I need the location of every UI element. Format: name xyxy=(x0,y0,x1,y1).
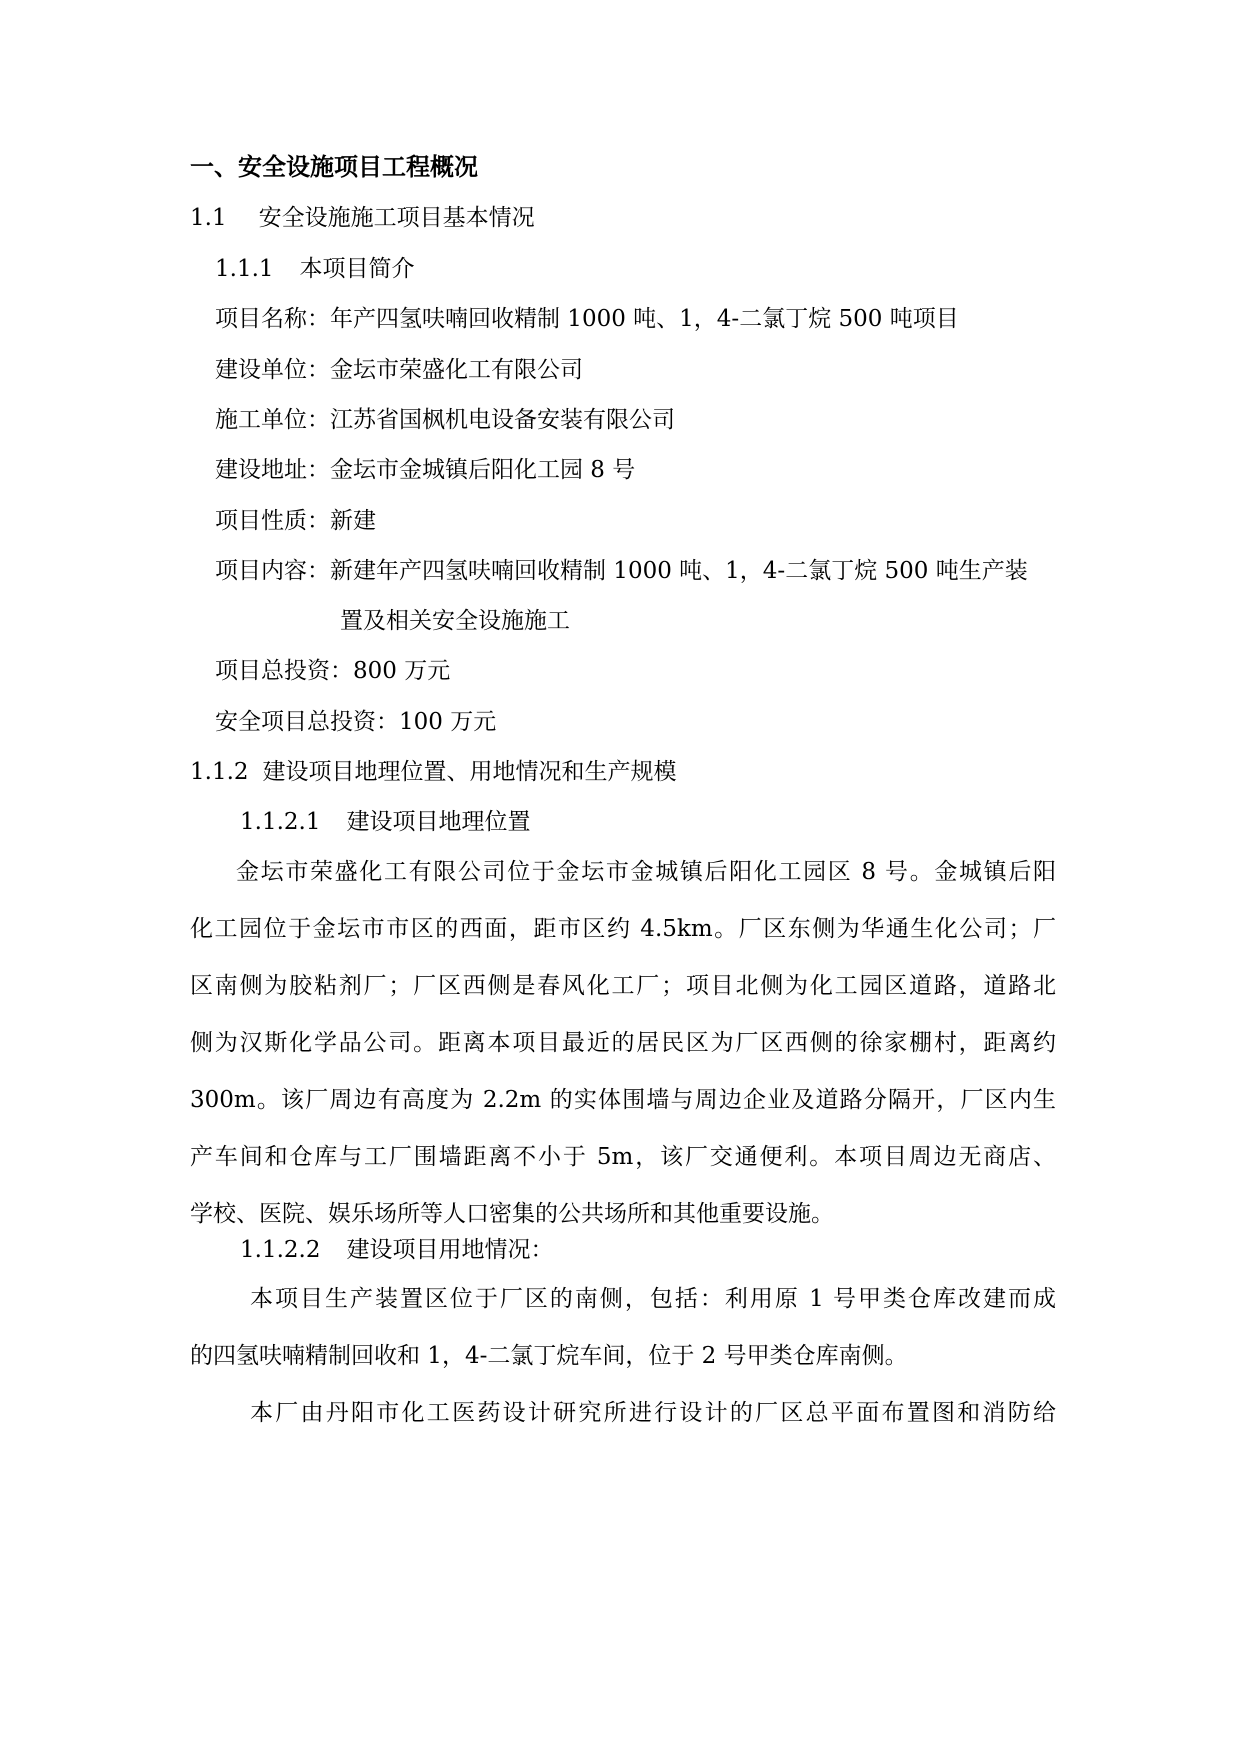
heading-1-1-2-2 xyxy=(240,1235,553,1265)
field-label: 建设地址： xyxy=(215,457,330,483)
field-project-name xyxy=(215,304,959,334)
field-value: 新建年产四氢呋喃回收精制 1000 吨、1，4-二氯丁烷 500 吨生产装 xyxy=(330,558,1028,584)
field-contractor xyxy=(215,405,675,435)
heading-text: 建设项目地理位置、用地情况和生产规模 xyxy=(262,759,677,785)
heading-1-1 xyxy=(190,203,535,233)
location-paragraph xyxy=(190,844,1056,1243)
heading-text: 建设项目用地情况： xyxy=(346,1237,554,1263)
field-label: 建设单位： xyxy=(215,357,330,383)
field-value: 100 万元 xyxy=(399,709,497,735)
heading-1-1-2 xyxy=(190,757,677,787)
section-title: 一、安全设施项目工程概况 xyxy=(190,152,478,181)
heading-number: 1.1.2 xyxy=(190,759,249,785)
field-nature xyxy=(215,506,376,536)
field-label: 项目总投资： xyxy=(215,658,353,684)
land-paragraph xyxy=(190,1271,1056,1385)
heading-text: 本项目简介 xyxy=(299,256,415,282)
heading-number: 1.1.2.1 xyxy=(240,809,321,835)
field-value: 江苏省国枫机电设备安装有限公司 xyxy=(330,407,675,433)
field-value: 800 万元 xyxy=(353,658,451,684)
paragraph-line: 本厂由丹阳市化工医药设计研究所进行设计的厂区总平面布置图和消防给 xyxy=(250,1400,1056,1426)
field-value: 年产四氢呋喃回收精制 1000 吨、1，4-二氯丁烷 500 吨项目 xyxy=(330,306,959,332)
field-value: 金坛市金城镇后阳化工园 8 号 xyxy=(330,457,636,483)
field-safety-investment xyxy=(215,707,496,737)
heading-1-1-1 xyxy=(215,254,415,284)
field-label: 项目性质： xyxy=(215,508,330,534)
paragraph-line: 300m。该厂周边有高度为 2.2m 的实体围墙与周边企业及道路分隔开，厂区内生 xyxy=(190,1087,1056,1113)
field-label: 项目内容： xyxy=(215,558,330,584)
paragraph-line: 化工园位于金坛市市区的西面，距市区约 4.5km。厂区东侧为华通生化公司；厂 xyxy=(190,916,1056,942)
field-value: 金坛市荣盛化工有限公司 xyxy=(330,357,583,383)
field-label: 项目名称： xyxy=(215,306,330,332)
heading-number: 1.1.1 xyxy=(215,256,274,282)
field-content xyxy=(215,556,1028,586)
heading-text: 建设项目地理位置 xyxy=(346,809,531,835)
heading-text: 安全设施施工项目基本情况 xyxy=(258,205,535,231)
paragraph-line: 的四氢呋喃精制回收和 1，4-二氯丁烷车间，位于 2 号甲类仓库南侧。 xyxy=(190,1343,908,1369)
field-builder xyxy=(215,355,583,385)
field-value: 新建 xyxy=(330,508,376,534)
field-investment xyxy=(215,656,450,686)
paragraph-line: 金坛市荣盛化工有限公司位于金坛市金城镇后阳化工园区 8 号。金城镇后阳 xyxy=(236,859,1056,885)
paragraph-line: 区南侧为胶粘剂厂；厂区西侧是春风化工厂；项目北侧为化工园区道路，道路北 xyxy=(190,973,1056,999)
last-paragraph xyxy=(190,1385,1056,1442)
heading-number: 1.1.2.2 xyxy=(240,1237,321,1263)
paragraph-line: 学校、医院、娱乐场所等人口密集的公共场所和其他重要设施。 xyxy=(190,1201,834,1227)
field-content-continued: 置及相关安全设施施工 xyxy=(340,608,570,634)
field-address xyxy=(215,455,635,485)
heading-1-1-2-1 xyxy=(240,807,530,837)
heading-number: 1.1 xyxy=(190,205,227,231)
field-label: 施工单位： xyxy=(215,407,330,433)
paragraph-line: 产车间和仓库与工厂围墙距离不小于 5m，该厂交通便利。本项目周边无商店、 xyxy=(190,1144,1056,1170)
field-label: 安全项目总投资： xyxy=(215,709,399,735)
paragraph-line: 本项目生产装置区位于厂区的南侧，包括：利用原 1 号甲类仓库改建而成 xyxy=(250,1286,1056,1312)
paragraph-line: 侧为汉斯化学品公司。距离本项目最近的居民区为厂区西侧的徐家棚村，距离约 xyxy=(190,1030,1056,1056)
